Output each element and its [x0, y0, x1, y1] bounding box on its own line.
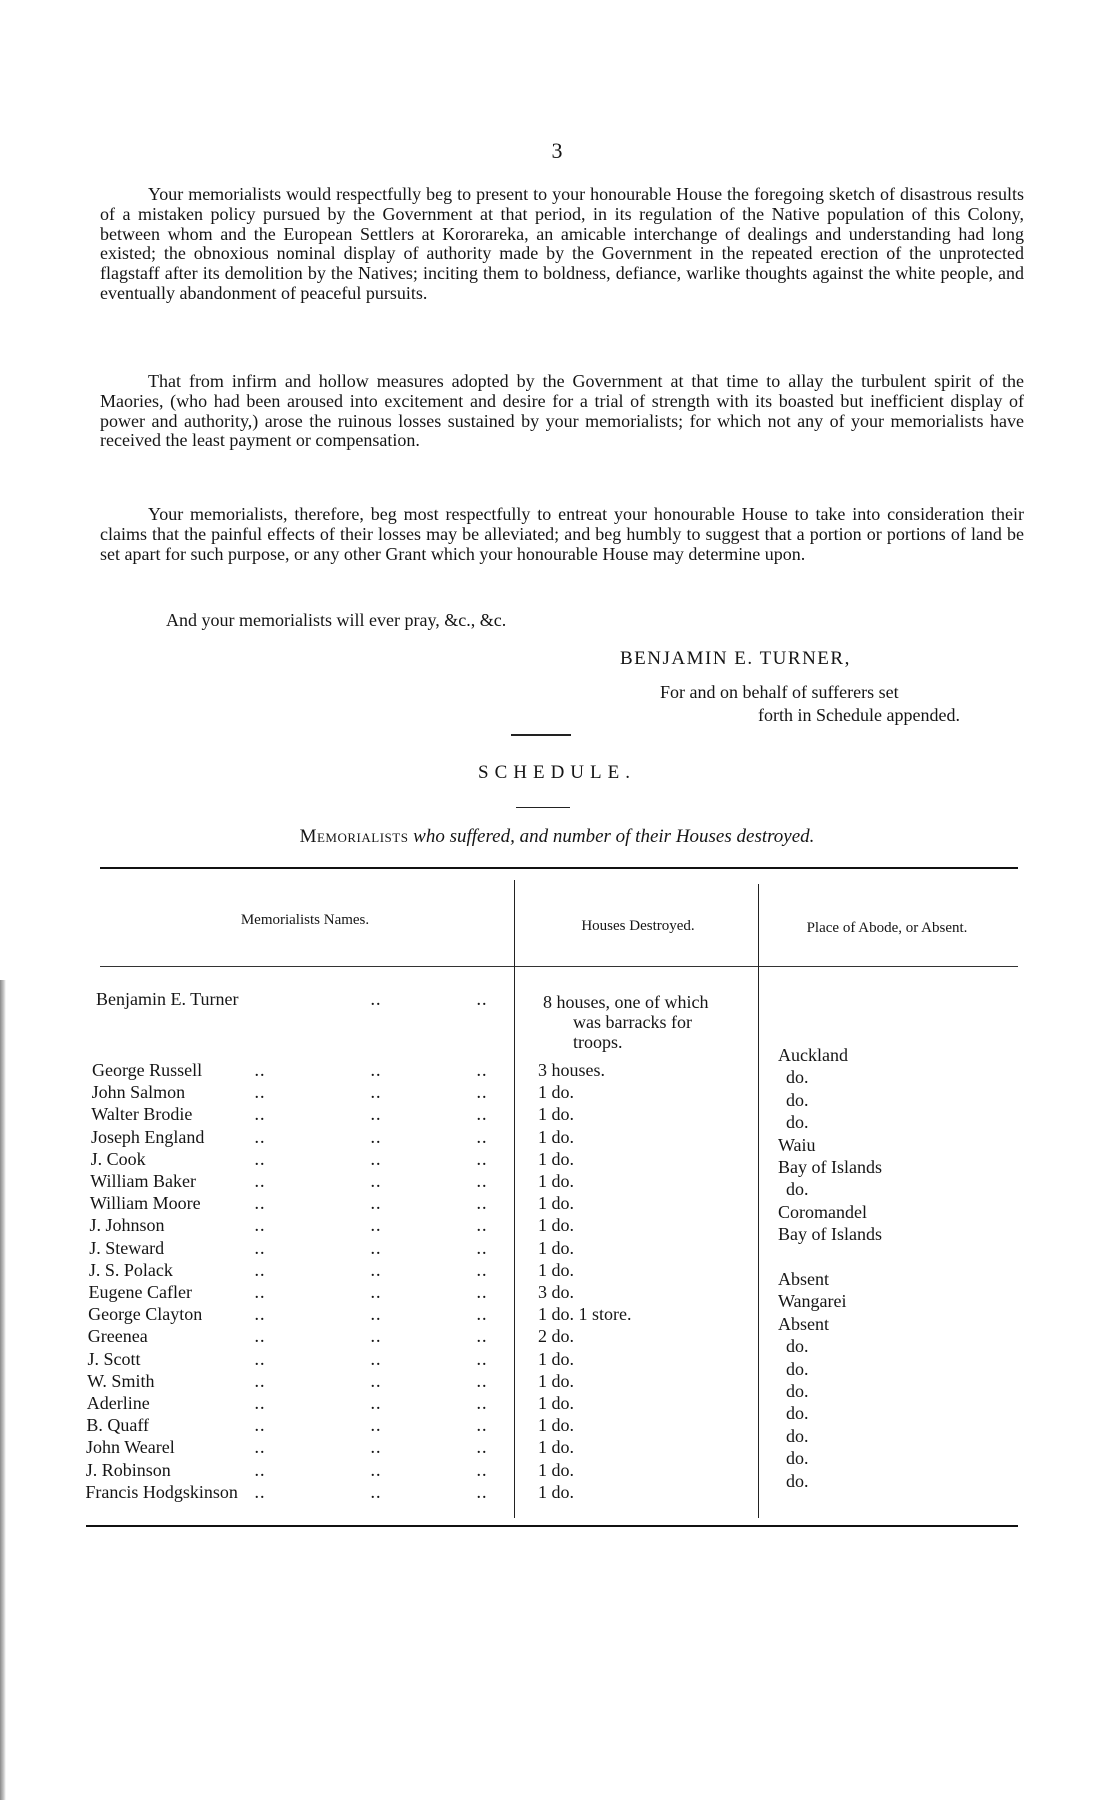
leader-dots: ..: [255, 1375, 266, 1391]
schedule-title: SCHEDULE.: [478, 762, 636, 783]
row-houses: 1 do.: [538, 1082, 574, 1103]
row-name: Eugene Cafler: [88, 1282, 192, 1302]
row-name: J. Robinson: [85, 1459, 171, 1480]
houses-line-1: 8 houses, one of which: [543, 992, 709, 1012]
leader-dots: ..: [477, 1442, 488, 1458]
leader-dots: ..: [477, 1398, 488, 1413]
leader-dots: ..: [371, 1264, 382, 1280]
leader-dots: ..: [371, 1176, 382, 1191]
leader-dots: ..: [371, 1242, 382, 1258]
leader-dots: ..: [477, 1109, 488, 1125]
row-abode: do.: [786, 1403, 809, 1424]
row-name: W. Smith: [87, 1370, 155, 1391]
leader-dots: ..: [371, 1420, 382, 1436]
leader-dots: ..: [255, 1309, 266, 1325]
leader-dots: ..: [255, 1398, 266, 1413]
title-underline: [516, 807, 570, 808]
row-name: William Baker: [90, 1171, 196, 1191]
leader-dots: ..: [255, 1264, 266, 1280]
leader-dots: ..: [477, 1375, 488, 1391]
leader-dots: ..: [371, 1287, 382, 1302]
leader-dots: ..: [477, 1264, 488, 1280]
row-name-first: Benjamin E. Turner: [96, 989, 239, 1009]
leader-dots: ..: [371, 1486, 382, 1502]
leader-dots: ..: [477, 1153, 488, 1169]
row-name: John Wearel: [86, 1437, 175, 1458]
leader-dots: ..: [255, 1153, 266, 1169]
leader-dots: ..: [255, 1198, 266, 1214]
leader-dots: ..: [255, 1486, 266, 1502]
schedule-subtitle: [0, 826, 1114, 848]
row-abode: Wangarei: [778, 1291, 847, 1312]
leader-dots: ..: [477, 1131, 488, 1147]
leader-dots: ..: [371, 1464, 382, 1480]
page-number: 3: [551, 138, 563, 163]
row-houses: 1 do.: [538, 1148, 574, 1169]
row-houses: 1 do.: [538, 1237, 574, 1258]
signatory-name: BENJAMIN E. TURNER,: [620, 648, 851, 669]
row-houses: 1 do. 1 store.: [538, 1304, 632, 1325]
row-houses: 1 do.: [538, 1348, 574, 1369]
leader-dots: ..: [477, 1353, 488, 1369]
header-houses: Houses Destroyed.: [581, 918, 695, 934]
row-abode: Coromandel: [778, 1201, 867, 1222]
signatory-note-line-2: forth in Schedule appended.: [758, 705, 960, 725]
leader-dots: ..: [477, 1287, 488, 1302]
leader-dots: ..: [371, 1442, 382, 1458]
row-houses: 3 do.: [538, 1282, 574, 1302]
row-name: J. Steward: [89, 1237, 165, 1258]
row-name: Greenea: [87, 1326, 148, 1347]
row-houses-first: [543, 992, 755, 1052]
leader-dots: ..: [255, 1287, 266, 1302]
row-houses: 2 do.: [538, 1326, 574, 1347]
leader-dots: ..: [477, 1331, 488, 1347]
leader-dots: ..: [371, 1131, 382, 1147]
row-name: William Moore: [89, 1193, 201, 1214]
leader-dots: ..: [371, 1398, 382, 1413]
row-houses: 1 do.: [538, 1193, 574, 1214]
row-houses: 1 do.: [538, 1437, 574, 1458]
row-houses: 1 do.: [538, 1393, 574, 1413]
table-top-rule: [100, 867, 1018, 869]
leader-dots: ..: [255, 1220, 266, 1236]
leader-dots: ..: [477, 1176, 488, 1191]
leader-dots: ..: [255, 1087, 266, 1103]
leader-dots: ..: [477, 1087, 488, 1103]
leader-dots: ..: [255, 1109, 266, 1125]
row-abode: Bay of Islands: [778, 1157, 882, 1177]
row-name: Walter Brodie: [91, 1104, 193, 1125]
leader-dots: ..: [255, 1420, 266, 1436]
row-abode: do.: [786, 1470, 809, 1491]
leader-dots: ..: [371, 1309, 382, 1325]
row-abode: Absent: [778, 1313, 829, 1334]
leader-dots: ..: [477, 1486, 488, 1502]
memorial-paragraph-3: Your memorialists, therefore, beg most respectfully to entreat your honourable House to take into consideration their claims that the painful effects of their losses may be alleviated; and beg humbly to suggest that a portion or portions of land be set apart for such purpose, or any other Grant which your honourable House may determine upon.: [100, 504, 1024, 564]
signatory-note-line-1: For and on behalf of sufferers set: [660, 682, 899, 702]
row-name: J. Cook: [90, 1148, 146, 1169]
leader-dots: ..: [255, 1442, 266, 1458]
row-abode: Auckland: [778, 1045, 848, 1065]
table-bottom-rule: [86, 1525, 1018, 1527]
table-header-rule: [100, 966, 1018, 967]
row-abode: do.: [786, 1179, 809, 1200]
memorial-paragraph-2: That from infirm and hollow measures adopted by the Government at that time to allay the turbulent spirit of the Maories, (who had been aroused into excitement and desire for a trial of strength with its boasted but inefficient display of power and authority,) arose the ruinous losses sustained by your memorialists; for which not any of your memorialists have received the least payment or compensation.: [100, 371, 1024, 451]
leader-dots: ..: [371, 1375, 382, 1391]
leader-dots: ..: [255, 1176, 266, 1191]
row-abode: do.: [786, 1425, 809, 1446]
section-divider: [511, 734, 571, 736]
leader-dots: ..: [477, 1309, 488, 1325]
leader-dots: ..: [371, 1220, 382, 1236]
header-names: Memorialists Names.: [240, 912, 370, 928]
row-houses: 1 do.: [538, 1259, 574, 1280]
leader-dots: ..: [255, 1131, 266, 1147]
row-name: John Salmon: [91, 1082, 186, 1103]
closing-prayer: And your memorialists will ever pray, &c., &c.: [166, 610, 507, 630]
row-houses: 1 do.: [538, 1415, 574, 1436]
row-abode: do.: [786, 1336, 809, 1357]
row-houses: 1 do.: [538, 1126, 574, 1147]
row-name: B. Quaff: [86, 1415, 150, 1436]
houses-line-3: troops.: [573, 1032, 623, 1052]
row-name: George Russell: [92, 1060, 203, 1080]
row-name: George Clayton: [88, 1304, 203, 1325]
row-houses: 1 do.: [538, 1370, 574, 1391]
row-name: J. S. Polack: [88, 1259, 173, 1280]
row-abode: do.: [786, 1067, 809, 1088]
header-abode: Place of Abode, or Absent.: [806, 920, 968, 936]
leader-dots: ..: [371, 1153, 382, 1169]
leader-dots: ..: [477, 1420, 488, 1436]
row-name: J. Scott: [87, 1348, 141, 1369]
row-houses: 1 do.: [538, 1104, 574, 1125]
leader-dots: ..: [255, 1242, 266, 1258]
leader-dots: ..: [371, 1331, 382, 1347]
column-divider-2: [758, 884, 759, 1518]
leader-dots: ..: [477, 994, 488, 1009]
leader-dots: ..: [255, 1464, 266, 1480]
memorial-paragraph-1: Your memorialists would respectfully beg to present to your honourable House the foregoing sketch of disastrous results of a mistaken policy pursued by the Government at that period, in its regulation of the Native population of this Colony, between whom and the European Settlers at Kororareka, an amicable interchange of dealings and understanding had long existed; the obnoxious nominal display of authority made by the Government in the repeated erection of the unprotected flagstaff after its demolition by the Natives; inciting them to boldness, defiance, warlike thoughts against the white people, and eventually abandonment of peaceful pursuits.: [100, 184, 1024, 303]
leader-dots: ..: [255, 1331, 266, 1347]
row-abode: Waiu: [778, 1134, 816, 1155]
subtitle-rest: who suffered, and number of their Houses destroyed.: [413, 826, 815, 847]
houses-line-2: was barracks for: [573, 1012, 692, 1032]
leader-dots: ..: [477, 1198, 488, 1214]
row-abode: Absent: [778, 1269, 829, 1289]
leader-dots: ..: [255, 1353, 266, 1369]
scan-edge-shadow: [0, 980, 6, 1800]
leader-dots: ..: [477, 1065, 488, 1080]
leader-dots: ..: [371, 1065, 382, 1080]
row-name: Aderline: [86, 1393, 150, 1413]
row-houses: 3 houses.: [538, 1060, 605, 1080]
row-abode: do.: [786, 1089, 809, 1110]
leader-dots: ..: [371, 1198, 382, 1214]
row-houses: 1 do.: [538, 1459, 574, 1480]
column-divider-1: [514, 880, 515, 1518]
row-houses: 1 do.: [538, 1481, 574, 1502]
row-abode: do.: [786, 1112, 809, 1133]
row-name: Francis Hodgskinson: [85, 1481, 238, 1502]
row-name: Joseph England: [90, 1126, 205, 1147]
row-houses: 1 do.: [538, 1215, 574, 1236]
leader-dots: ..: [371, 1109, 382, 1125]
leader-dots: ..: [371, 994, 382, 1009]
row-name: J. Johnson: [89, 1215, 165, 1236]
leader-dots: ..: [477, 1242, 488, 1258]
row-abode: do.: [786, 1448, 809, 1469]
leader-dots: ..: [371, 1087, 382, 1103]
subtitle-lead: Memorialists: [299, 826, 409, 847]
row-abode: Bay of Islands: [778, 1224, 882, 1245]
row-houses: 1 do.: [538, 1171, 574, 1191]
leader-dots: ..: [477, 1464, 488, 1480]
row-abode: do.: [786, 1358, 809, 1379]
row-abode: do.: [786, 1381, 809, 1401]
leader-dots: ..: [477, 1220, 488, 1236]
leader-dots: ..: [255, 1065, 266, 1080]
leader-dots: ..: [371, 1353, 382, 1369]
